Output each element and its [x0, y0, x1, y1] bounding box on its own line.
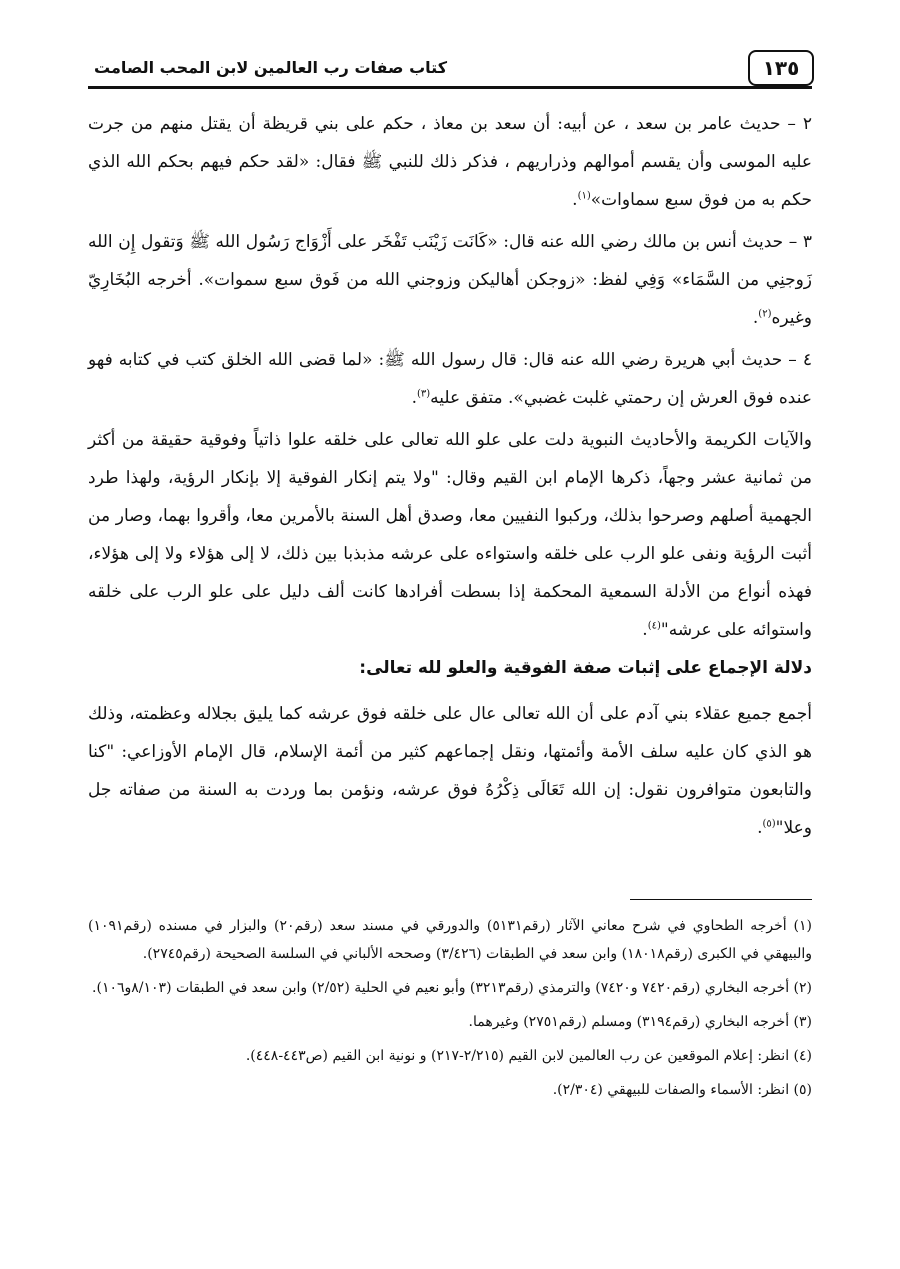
footnote-ref: (٤): [647, 620, 661, 632]
main-content: [88, 105, 812, 847]
footnote-4: (٤) انظر: إعلام الموقعين عن رب العالمين لابن القيم (٢/٢١٥-٢١٧) و نونية ابن القيم (ص٤٤٣-٤٤٨).: [245, 1048, 812, 1064]
footnote-divider: [630, 899, 812, 900]
paragraph-hadith-2: ٢ – حديث عامر بن سعد ، عن أبيه: أن سعد بن معاذ ، حكم على بني قريظة أن يقتل منهم من جرت عليه الموسى وأن يقسم أموالهم وذراريهم ، فذكر ذلك للنبي ﷺ فقال: «لقد حكم فيهم بحكم الله الذي حكم به من فوق سبع سماوات»$^{(١)}$.: [88, 114, 812, 210]
paragraph-consensus: أجمع جميع عقلاء بني آدم على أن الله تعالى عال على خلقه فوق عرشه كما يليق بجلاله وعظمته، وذلك هو الذي كان عليه سلف الأمة وأئمتها، ونقل إجماعهم كثير من أئمة الإسلام، قال الإمام الأوزاعي: "كنا والتابعون متوافرون نقول: إن الله تَعَالَى ذِكْرُهُ فوق عرشه، ونؤمن بما وردت به السنة من صفاته جل وعلا"$^{(٥)}$.: [88, 704, 812, 838]
footnote-2: (٢) أخرجه البخاري (رقم٧٤٢٠ و٧٤٢٠) والترمذي (رقم٣٢١٣) وأبو نعيم في الحلية (٢/٥٢) وابن سعد في الطبقات (٨/١٠٣و١٠٦).: [92, 980, 812, 996]
paragraph-text: ٢ – حديث عامر بن سعد ، عن أبيه: أن سعد بن معاذ ، حكم على بني قريظة أن يقتل منهم من جرت عليه الموسى وأن يقسم أموالهم وذراريهم ، فذكر ذلك للنبي ﷺ فقال: «لقد حكم فيهم بحكم الله الذي حكم به من فوق سبع سماوات»: [88, 114, 812, 210]
paragraph-text: أجمع جميع عقلاء بني آدم على أن الله تعالى عال على خلقه فوق عرشه كما يليق بجلاله وعظمته، وذلك هو الذي كان عليه سلف الأمة وأئمتها، ونقل إجماعهم كثير من أئمة الإسلام، قال الإمام الأوزاعي: "كنا والتابعون متوافرون نقول: إن الله تَعَالَى ذِكْرُهُ فوق عرشه، ونؤمن بما وردت به السنة من صفاته جل وعلا": [88, 704, 812, 838]
section-heading: دلالة الإجماع على إثبات صفة الفوقية والعلو لله تعالى:: [359, 658, 812, 678]
paragraph-hadith-3: ٣ – حديث أنس بن مالك رضي الله عنه قال: «كَانَت زَيْنَب تَفْخَر على أَزْوَاج رَسُول الله ﷺ وَتقول إِن الله زَوجنِي من السَّمَاء» وَفِي لفظ: «زوجكن أهاليكن وزوجني الله من فَوق سبع سموات». أخرجه البُخَارِيّ وغيره$^{(٢)}$.: [88, 232, 812, 328]
paragraph-verses-evidence: والآيات الكريمة والأحاديث النبوية دلت على علو الله تعالى على خلقه علوا ذاتياً وفوقية حقيقة من أكثر من ثمانية عشر وجهاً، ذكرها الإمام ابن القيم وقال: "ولا يتم إنكار الفوقية إلا بإنكار الرؤية، ولهذا طرد الجهمية أصلهم وصرحوا بذلك، وركبوا النفيين معا، وصدق أهل السنة بالأمرين معا، وأقروا بهما، وصار من أثبت الرؤية ونفى علو الرب على خلقه واستواءه على عرشه مذبذبا بين ذلك، لا إلى هؤلاء ولا إلى هؤلاء، فهذه أنواع من الأدلة السمعية المحكمة إذا بسطت أفرادها كانت ألف دليل على علو الرب على خلقه واستوائه على عرشه"$^{(٤)}$.: [88, 430, 812, 640]
footnote-ref: (٥): [762, 818, 776, 830]
paragraph-text: ٣ – حديث أنس بن مالك رضي الله عنه قال: «كَانَت زَيْنَب تَفْخَر على أَزْوَاج رَسُول الله ﷺ وَتقول إِن الله زَوجنِي من السَّمَاء» وَفِي لفظ: «زوجكن أهاليكن وزوجني الله من فَوق سبع سموات». أخرجه البُخَارِيّ وغيره: [88, 232, 812, 328]
paragraph-text: ٤ – حديث أبي هريرة رضي الله عنه قال: قال رسول الله ﷺ: «لما قضى الله الخلق كتب في كتابه فهو عنده فوق العرش إن رحمتي غلبت غضبي». متفق عليه: [88, 350, 812, 408]
footnote-ref: (٣): [416, 388, 431, 400]
footnote-5: (٥) انظر: الأسماء والصفات للبيهقي (٢/٣٠٤).: [552, 1082, 812, 1098]
footnotes: [88, 912, 812, 1104]
footnote-ref: (١): [577, 190, 591, 202]
page: [88, 46, 812, 1226]
paragraph-hadith-4: ٤ – حديث أبي هريرة رضي الله عنه قال: قال رسول الله ﷺ: «لما قضى الله الخلق كتب في كتابه فهو عنده فوق العرش إن رحمتي غلبت غضبي». متفق عليه$^{(٣)}$.: [88, 350, 812, 408]
paragraph-text: والآيات الكريمة والأحاديث النبوية دلت على علو الله تعالى على خلقه علوا ذاتياً وفوقية حقيقة من أكثر من ثمانية عشر وجهاً، ذكرها الإمام ابن القيم وقال: "ولا يتم إنكار الفوقية إلا بإنكار الرؤية، ولهذا طرد الجهمية أصلهم وصرحوا بذلك، وركبوا النفيين معا، وصدق أهل السنة بالأمرين معا، وأقروا بهما، وصار من أثبت الرؤية ونفى علو الرب على خلقه واستواءه على عرشه مذبذبا بين ذلك، لا إلى هؤلاء ولا إلى هؤلاء، فهذه أنواع من الأدلة السمعية المحكمة إذا بسطت أفرادها كانت ألف دليل على علو الرب على خلقه واستوائه على عرشه": [88, 430, 812, 640]
page-header: [88, 46, 812, 89]
book-title: كتاب صفات رب العالمين لابن المحب الصامت: [94, 58, 448, 77]
page-number: ١٣٥: [748, 50, 814, 86]
footnote-3: (٣) أخرجه البخاري (رقم٣١٩٤) ومسلم (رقم٢٧٥١) وغيرهما.: [468, 1014, 812, 1030]
footnote-ref: (٢): [758, 308, 772, 320]
footnote-1: (١) أخرجه الطحاوي في شرح معاني الآثار (رقم٥١٣١) والدورقي في مسند سعد (رقم٢٠) والبزار في مسنده (رقم١٠٩١) والبيهقي في الكبرى (رقم١٨٠١٨) وابن سعد في الطبقات (٣/٤٢٦) وصححه الألباني في السلسة الصحيحة (رقم٢٧٤٥).: [88, 918, 812, 962]
